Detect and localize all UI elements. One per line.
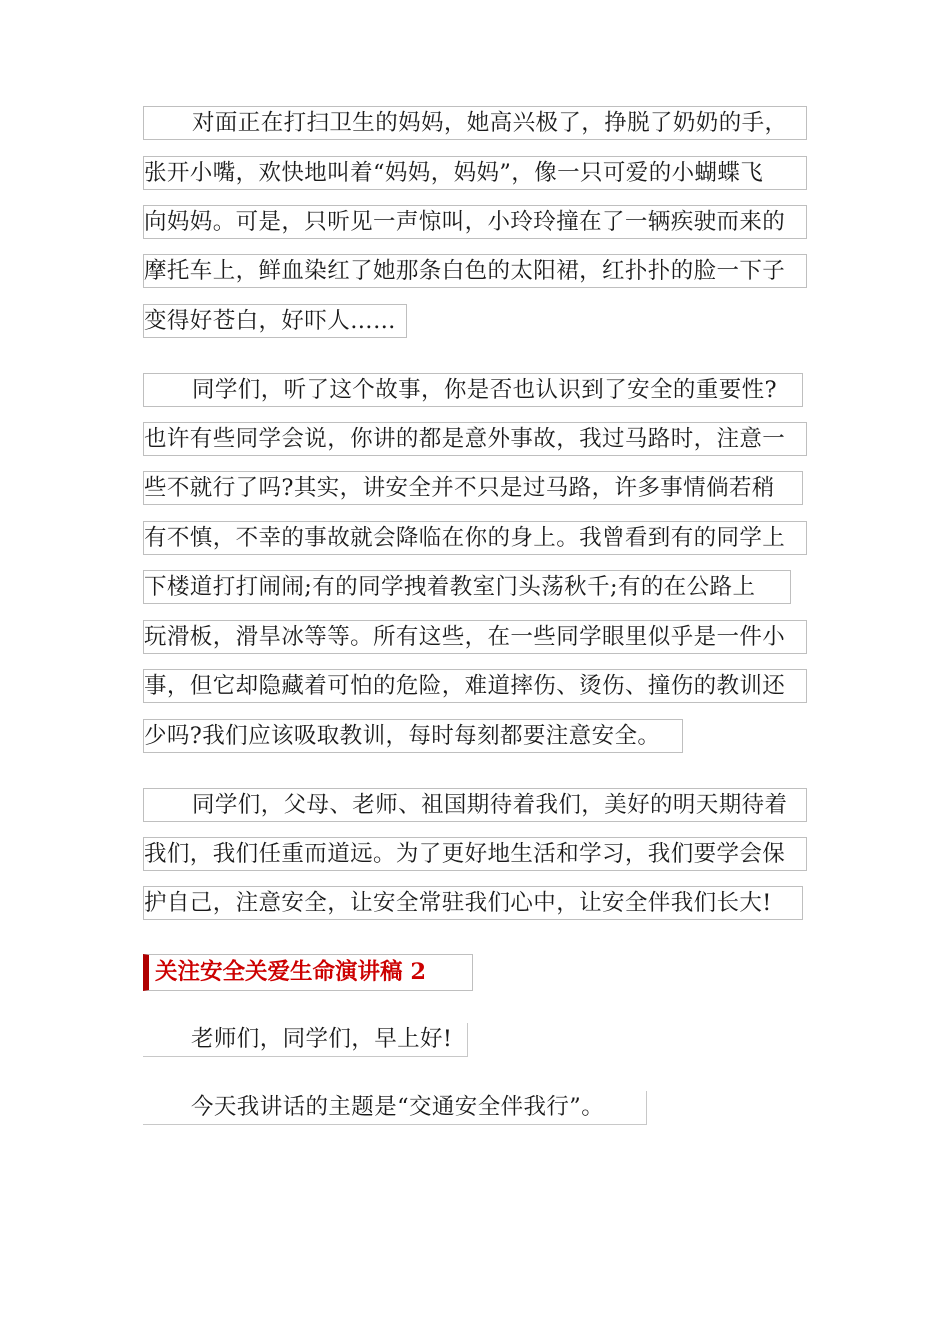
paragraph-2-line-7: 事，但它却隐藏着可怕的危险，难道摔伤、烫伤、撞伤的教训还 xyxy=(143,669,807,703)
paragraph-2-line-1: 同学们，听了这个故事，你是否也认识到了安全的重要性? xyxy=(143,373,803,407)
paragraph-2-line-2: 也许有些同学会说，你讲的都是意外事故，我过马路时，注意一 xyxy=(143,422,807,456)
paragraph-3-line-2: 我们，我们任重而道远。为了更好地生活和学习，我们要学会保 xyxy=(143,837,807,871)
paragraph-1-line-4: 摩托车上，鲜血染红了她那条白色的太阳裙，红扑扑的脸一下子 xyxy=(143,254,807,288)
paragraph-1-line-1: 对面正在打扫卫生的妈妈，她高兴极了，挣脱了奶奶的手， xyxy=(143,106,807,140)
paragraph-1-line-2: 张开小嘴，欢快地叫着“妈妈，妈妈”，像一只可爱的小蝴蝶飞 xyxy=(143,156,807,190)
paragraph-3-line-3: 护自己，注意安全，让安全常驻我们心中，让安全伴我们长大! xyxy=(143,886,803,920)
paragraph-1-line-3: 向妈妈。可是，只听见一声惊叫，小玲玲撞在了一辆疾驶而来的 xyxy=(143,205,807,239)
paragraph-2-line-5: 下楼道打打闹闹;有的同学拽着教室门头荡秋千;有的在公路上 xyxy=(143,570,791,604)
topic-line: 今天我讲话的主题是“交通安全伴我行”。 xyxy=(143,1091,647,1125)
paragraph-1-line-5: 变得好苍白，好吓人…… xyxy=(143,304,407,338)
paragraph-3-line-1: 同学们，父母、老师、祖国期待着我们，美好的明天期待着 xyxy=(143,788,807,822)
section-heading: 关注安全关爱生命演讲稿 2 xyxy=(143,954,473,991)
paragraph-2-line-4: 有不慎，不幸的事故就会降临在你的身上。我曾看到有的同学上 xyxy=(143,521,807,555)
paragraph-2-line-8: 少吗?我们应该吸取教训，每时每刻都要注意安全。 xyxy=(143,719,683,753)
paragraph-2-line-6: 玩滑板，滑旱冰等等。所有这些，在一些同学眼里似乎是一件小 xyxy=(143,620,807,654)
paragraph-2-line-3: 些不就行了吗?其实，讲安全并不只是过马路，许多事情倘若稍 xyxy=(143,471,803,505)
greeting-line: 老师们，同学们，早上好! xyxy=(143,1023,468,1057)
